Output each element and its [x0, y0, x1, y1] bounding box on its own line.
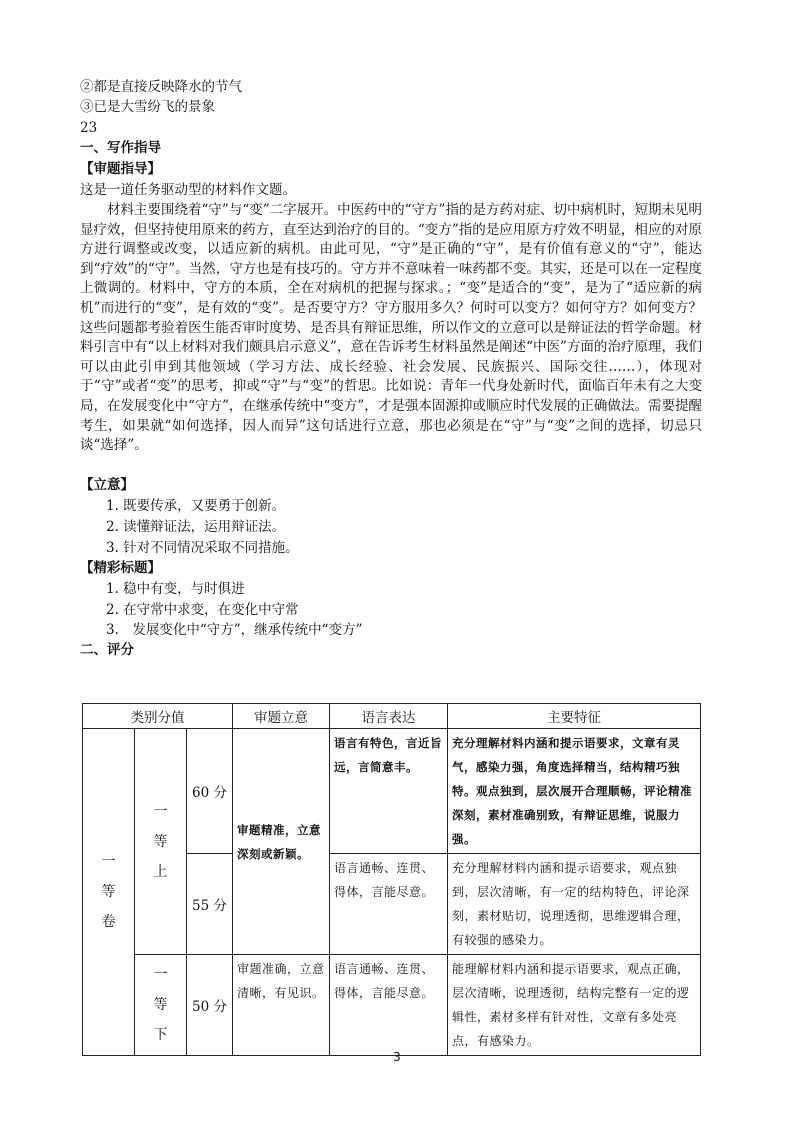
- liyi-item: 2. 读懂辩证法，运用辩证法。: [106, 519, 286, 535]
- feat-50-cell: 能理解材料内涵和提示语要求，观点正确，层次清晰，说理透彻，结构完整有一定的逻辑性，素材多样有针对性，文章有多处亮点，有感染力。: [448, 955, 701, 1056]
- analysis-paragraph: 材料主要围绕着“守”与“变”二字展开。中医药中的“守方”指的是方药对症、切中病机时，短期未见明显疗效，但坚持使用原来的药方，直至达到治疗的目的。“变方”指的是应用原方疗效不明显，相应的对原方进行调整或改变，以适应新的病机。由此可见，“守”是正确的“守”，是有价值有意义的“守”，能达到“疗效”的“守”。当然，守方也是有技巧的。守方并不意味着一味药都不变。其实，还是可以在一定程度上微调的。材料中，守方的本质，全在对病机的把握与探求。；“变”是适合的“变”，是为了“适应新的病机”而进行的“变”，是有效的“变”。是否要守方？守方服用多久？何时可以变方？如何守方？如何变方？这些问题都考验着医生能否审时度势、是否具有辩证思维，所以作文的立意可以是辩证法的哲学命题。材料引言中有“以上材料对我们颇具启示意义”，意在告诉考生材料虽然是阐述“中医”方面的治疗原理，我们可以由此引申到其他领域（学习方法、成长经验、社会发展、民族振兴、国际交往……），体现对于“守”或者“变”的思考，抑或“守”与“变”的哲思。比如说：青年一代身处新时代，面临百年未有之大变局，在发展变化中“守方”，在继承传统中“变方”，才是强本固源抑或顺应时代发展的正确做法。需要提醒考生，如果就“如何选择，因人而异”这句话进行立意，那也必须是在“守”与“变”之间的选择，切忌只谈“选择”。: [80, 202, 702, 454]
- score-60-cell: 60 分: [187, 729, 233, 854]
- table-row: [83, 955, 701, 1056]
- shenti-50-cell: 审题准确，立意清晰，有见识。: [233, 955, 330, 1056]
- title-item: 1. 稳中有变，与时俱进: [106, 581, 245, 597]
- header-language: 语言表达: [330, 704, 448, 729]
- question-number: 23: [80, 120, 98, 136]
- lang-60-cell: 语言有特色，言近旨远，言简意丰。: [330, 729, 448, 854]
- lang-50-cell: 语言通畅、连贯、得体，言能尽意。: [330, 955, 448, 1056]
- shenti-heading: 【审题指导】: [80, 161, 161, 177]
- liyi-heading: 【立意】: [80, 477, 134, 493]
- option-item-3: ③已是大雪纷飞的景象: [80, 99, 215, 115]
- liyi-item: 3. 针对不同情况采取不同措施。: [106, 540, 299, 556]
- table-row: [83, 729, 701, 854]
- upper-shenti-cell: 审题精准，立意深刻或新颖。: [233, 729, 330, 955]
- titles-heading: 【精彩标题】: [80, 560, 161, 576]
- header-features: 主要特征: [448, 704, 701, 729]
- option-item-2: ②都是直接反映降水的节气: [80, 79, 242, 95]
- page-number: 3: [393, 1050, 401, 1064]
- liyi-item: 1. 既要传承，又要勇于创新。: [106, 498, 286, 514]
- title-item: 2. 在守常中求变，在变化中守常: [106, 602, 299, 618]
- lang-55-cell: 语言通畅、连贯、得体，言能尽意。: [330, 854, 448, 955]
- score-55-cell: 55 分: [187, 854, 233, 955]
- table-header-row: [83, 704, 701, 729]
- header-shenti: 审题立意: [233, 704, 330, 729]
- shenti-intro: 这是一道任务驱动型的材料作文题。: [80, 182, 296, 198]
- header-category: 类别分值: [83, 704, 233, 729]
- upper-label-cell: 一等上: [135, 729, 187, 955]
- score-50-cell: 50 分: [187, 955, 233, 1056]
- title-item: 3. 发展变化中“守方”，继承传统中“变方”: [106, 622, 363, 638]
- lower-label-cell: 一等下: [135, 955, 187, 1056]
- scoring-table: [82, 703, 701, 1056]
- feat-60-cell: 充分理解材料内涵和提示语要求，文章有灵气，感染力强，角度选择精当，结构精巧独特。观点独到，层次展开合理顺畅，评论精准深刻，素材准确别致，有辩证思维，说服力强。: [448, 729, 701, 854]
- section2-title: 二、评分: [80, 642, 134, 658]
- section1-title: 一、写作指导: [80, 140, 161, 156]
- grade-class-cell: 一等卷: [83, 729, 135, 1056]
- feat-55-cell: 充分理解材料内涵和提示语要求，观点独到，层次清晰，有一定的结构特色，评论深刻，素材贴切，说理透彻，思维逻辑合理，有较强的感染力。: [448, 854, 701, 955]
